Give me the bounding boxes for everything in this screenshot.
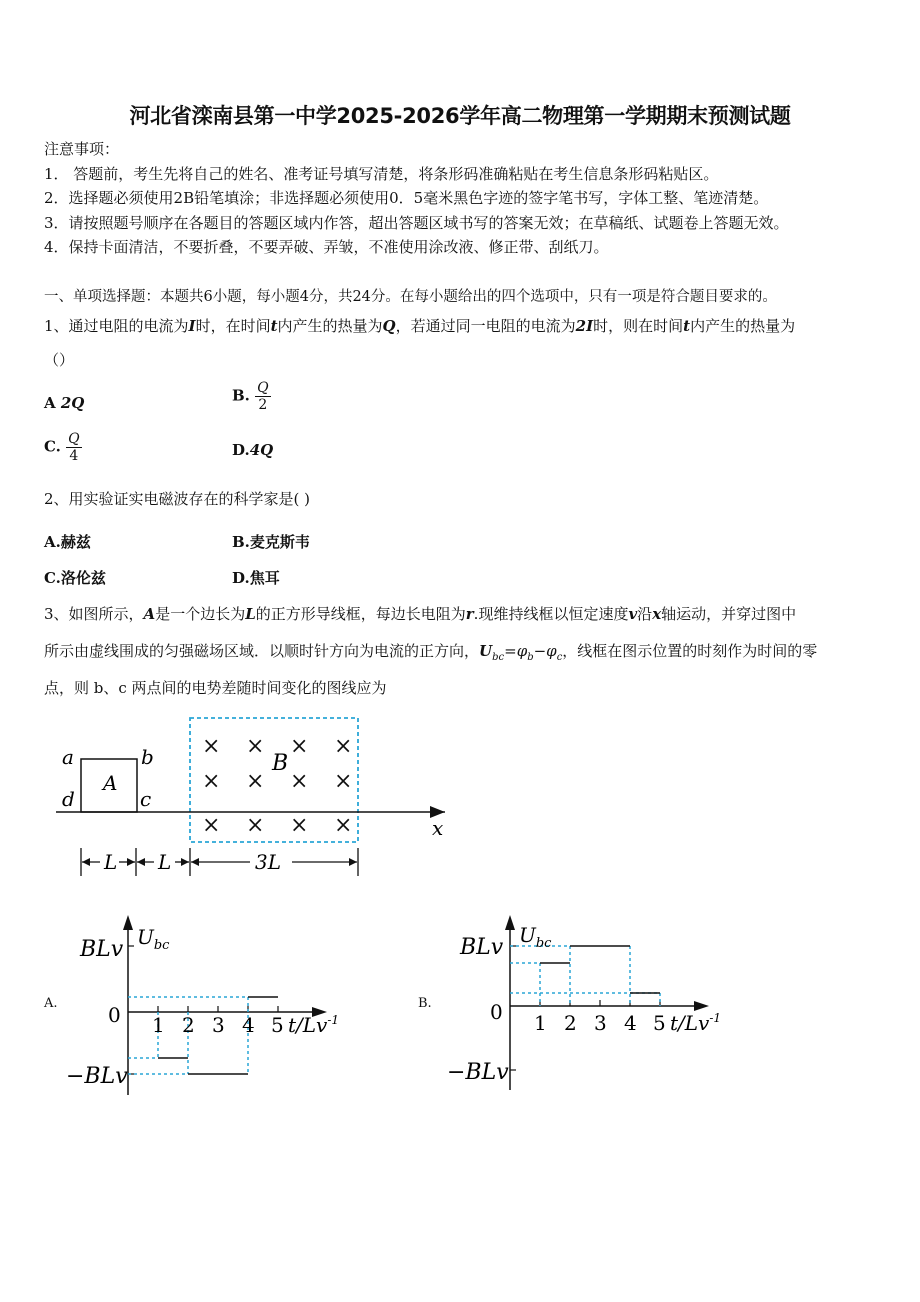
corner-c: c — [140, 787, 152, 811]
cross-mark: × — [246, 734, 265, 759]
notice-item: 1． 答题前，考生先将自己的姓名、准考证号填写清楚，将条形码准确粘贴在考生信息条形码粘贴区。 — [44, 165, 719, 183]
x-axis-label: $t/Lv^{-1}$ — [288, 1013, 340, 1037]
y-axis-arrow — [123, 915, 133, 930]
notice-item: 3．请按照题号顺序在各题目的答题区域内作答，超出答题区域书写的答案无效；在草稿纸、试题卷上答题无效。 — [44, 214, 789, 232]
option-a[interactable]: A 2Q — [44, 394, 85, 412]
tick-label: 2 — [182, 1013, 195, 1037]
option-c[interactable]: C. $\frac{Q}{4}$ — [44, 431, 80, 464]
loop-label: A — [103, 771, 118, 795]
graph-a-option-label[interactable]: A. — [44, 996, 58, 1011]
tick-label: 1 — [534, 1011, 547, 1035]
question-3-line-2: 所示由虚线围成的匀强磁场区域．以顺时针方向为电流的正方向，$U_{bc}=\varphi_b-\varphi_c$，线框在图示位置的时刻作为时间的零 — [44, 642, 818, 663]
y-axis-arrow — [505, 915, 515, 930]
tick-label: 4 — [624, 1011, 637, 1035]
cross-mark: × — [334, 734, 353, 759]
ticks — [128, 946, 278, 1074]
cross-mark: × — [290, 813, 309, 838]
tick-label: 4 — [242, 1013, 255, 1037]
cross-mark: × — [334, 813, 353, 838]
ticks — [510, 946, 660, 1070]
page-title: 河北省滦南县第一中学2025-2026学年高二物理第一学期期末预测试题 — [129, 104, 791, 128]
dimension-lines — [81, 848, 358, 876]
question-1-text: 1、通过电阻的电流为I时，在时间t内产生的热量为Q，若通过同一电阻的电流为2I时，则在时间t内产生的热量为 — [44, 317, 796, 335]
corner-b: b — [141, 745, 154, 769]
dimension-label: 3L — [255, 850, 282, 874]
tick-label: 5 — [271, 1013, 284, 1037]
field-diagram — [0, 700, 920, 890]
option-d[interactable]: D.焦耳 — [232, 569, 280, 587]
graph-b-option-label[interactable]: B. — [418, 996, 432, 1011]
y-axis-label: $U_{bc}$ — [519, 923, 552, 951]
option-b[interactable]: B. $\frac{Q}{2}$ — [232, 380, 269, 413]
cross-mark: × — [246, 813, 265, 838]
option-d[interactable]: D.4Q — [232, 441, 274, 459]
notice-item: 2．选择题必须使用2B铅笔填涂；非选择题必须使用0．5毫米黑色字迹的签字笔书写，字体工整、笔迹清楚。 — [44, 189, 769, 207]
y-pos-label: BLv — [460, 935, 504, 960]
question-3-line-3: 点，则 b、c 两点间的电势差随时间变化的图线应为 — [44, 679, 387, 697]
tick-label: 3 — [594, 1011, 607, 1035]
notice-heading: 注意事项： — [44, 140, 120, 158]
graph-a — [60, 905, 360, 1105]
cross-mark: × — [202, 769, 221, 794]
dimension-label: L — [158, 850, 172, 874]
x-axis-arrow — [694, 1001, 709, 1011]
guide-lines — [510, 946, 660, 1006]
graph-b — [440, 905, 740, 1105]
graph-line — [540, 946, 660, 993]
cross-mark: × — [246, 769, 265, 794]
tick-label: 2 — [564, 1011, 577, 1035]
field-crosses — [202, 734, 352, 838]
option-a[interactable]: A.赫兹 — [44, 533, 91, 551]
option-b[interactable]: B.麦克斯韦 — [232, 533, 310, 551]
question-2-text: 2、用实验证实电磁波存在的科学家是( ) — [44, 490, 311, 508]
origin-label: 0 — [490, 1000, 503, 1024]
cross-mark: × — [334, 769, 353, 794]
corner-d: d — [62, 787, 75, 811]
y-neg-label: −BLv — [66, 1064, 128, 1089]
corner-a: a — [62, 745, 74, 769]
cross-mark: × — [202, 734, 221, 759]
origin-label: 0 — [108, 1003, 121, 1027]
notice-item: 4．保持卡面清洁，不要折叠，不要弄破、弄皱，不准使用涂改液、修正带、刮纸刀。 — [44, 238, 609, 256]
section-heading: 一、单项选择题：本题共6小题，每小题4分，共24分。在每小题给出的四个选项中，只有一项是符合题目要求的。 — [44, 289, 777, 305]
x-axis-label: $t/Lv^{-1}$ — [670, 1011, 722, 1035]
question-3-line-1: 3、如图所示，A是一个边长为L的正方形导线框，每边长电阻为r.现维持线框以恒定速度v沿x轴运动，并穿过图中 — [44, 605, 797, 623]
tick-label: 1 — [152, 1013, 165, 1037]
y-neg-label: −BLv — [447, 1060, 509, 1085]
x-axis-label: x — [432, 816, 444, 840]
y-axis-label: $U_{bc}$ — [137, 925, 170, 953]
option-c[interactable]: C.洛伦兹 — [44, 569, 106, 587]
cross-mark: × — [290, 734, 309, 759]
field-label: B — [272, 751, 289, 776]
question-1-paren: （） — [44, 351, 75, 369]
cross-mark: × — [290, 769, 309, 794]
tick-label: 5 — [653, 1011, 666, 1035]
y-pos-label: BLv — [80, 937, 124, 962]
tick-label: 3 — [212, 1013, 225, 1037]
dimension-label: L — [104, 850, 118, 874]
cross-mark: × — [202, 813, 221, 838]
